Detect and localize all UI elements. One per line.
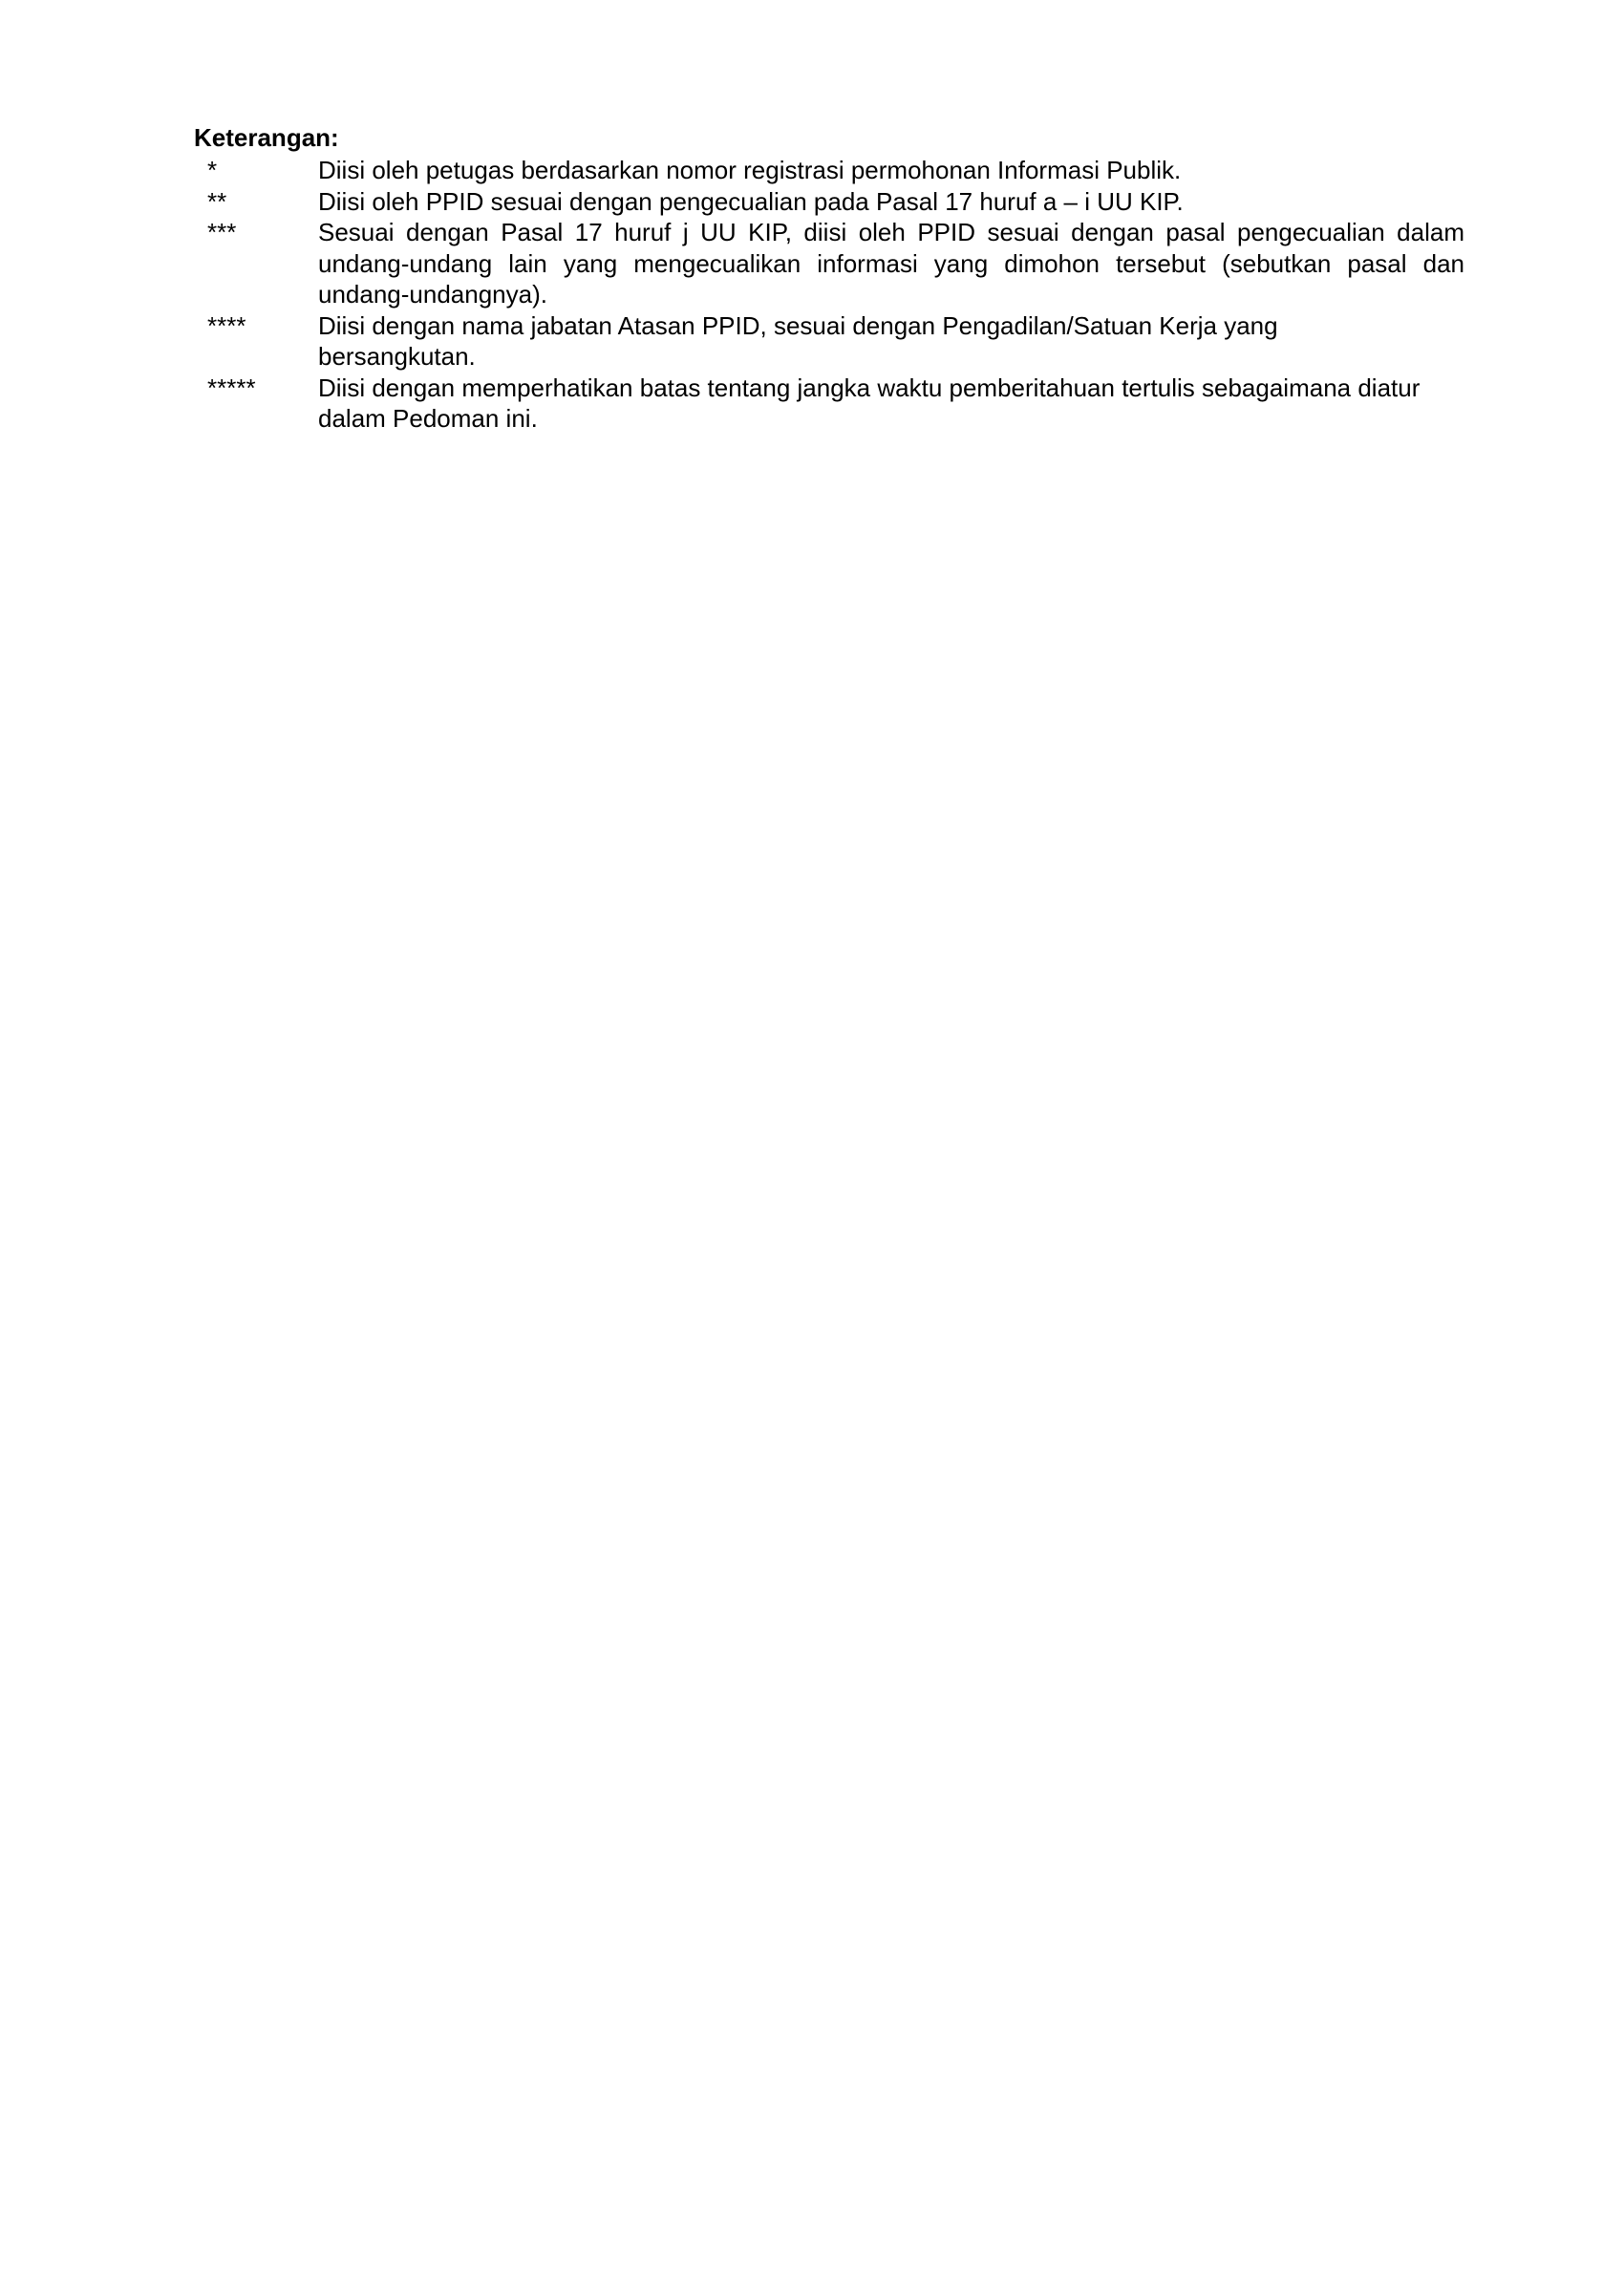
note-marker: ****: [207, 310, 246, 340]
document-page: [194, 122, 1464, 435]
note-text: Diisi dengan memperhatikan batas tentang jangka waktu pemberitahuan tertulis sebagaimana diatur dalam Pedoman ini.: [318, 373, 1421, 433]
note-text: Sesuai dengan Pasal 17 huruf j UU KIP, diisi oleh PPID sesuai dengan pasal pengecualian dalam undang-undang lain yang mengecualikan informasi yang dimohon tersebut (sebutkan pasal dan undang-undangnya).: [318, 218, 1464, 309]
note-marker: ***: [207, 218, 237, 246]
note-item: [194, 186, 1464, 218]
note-marker: *****: [207, 373, 256, 402]
note-item: [194, 373, 1464, 435]
note-item: [194, 155, 1464, 186]
note-item: [194, 217, 1464, 310]
note-text: Diisi dengan nama jabatan Atasan PPID, sesuai dengan Pengadilan/Satuan Kerja yang bersangkutan.: [318, 310, 1278, 371]
note-text: Diisi oleh petugas berdasarkan nomor registrasi permohonan Informasi Publik.: [318, 156, 1182, 184]
note-marker: **: [207, 186, 227, 216]
notes-heading: Keterangan:: [194, 123, 339, 152]
note-item: [194, 310, 1464, 373]
note-marker: *: [207, 156, 218, 184]
note-text: Diisi oleh PPID sesuai dengan pengecualian pada Pasal 17 huruf a – i UU KIP.: [318, 186, 1184, 216]
